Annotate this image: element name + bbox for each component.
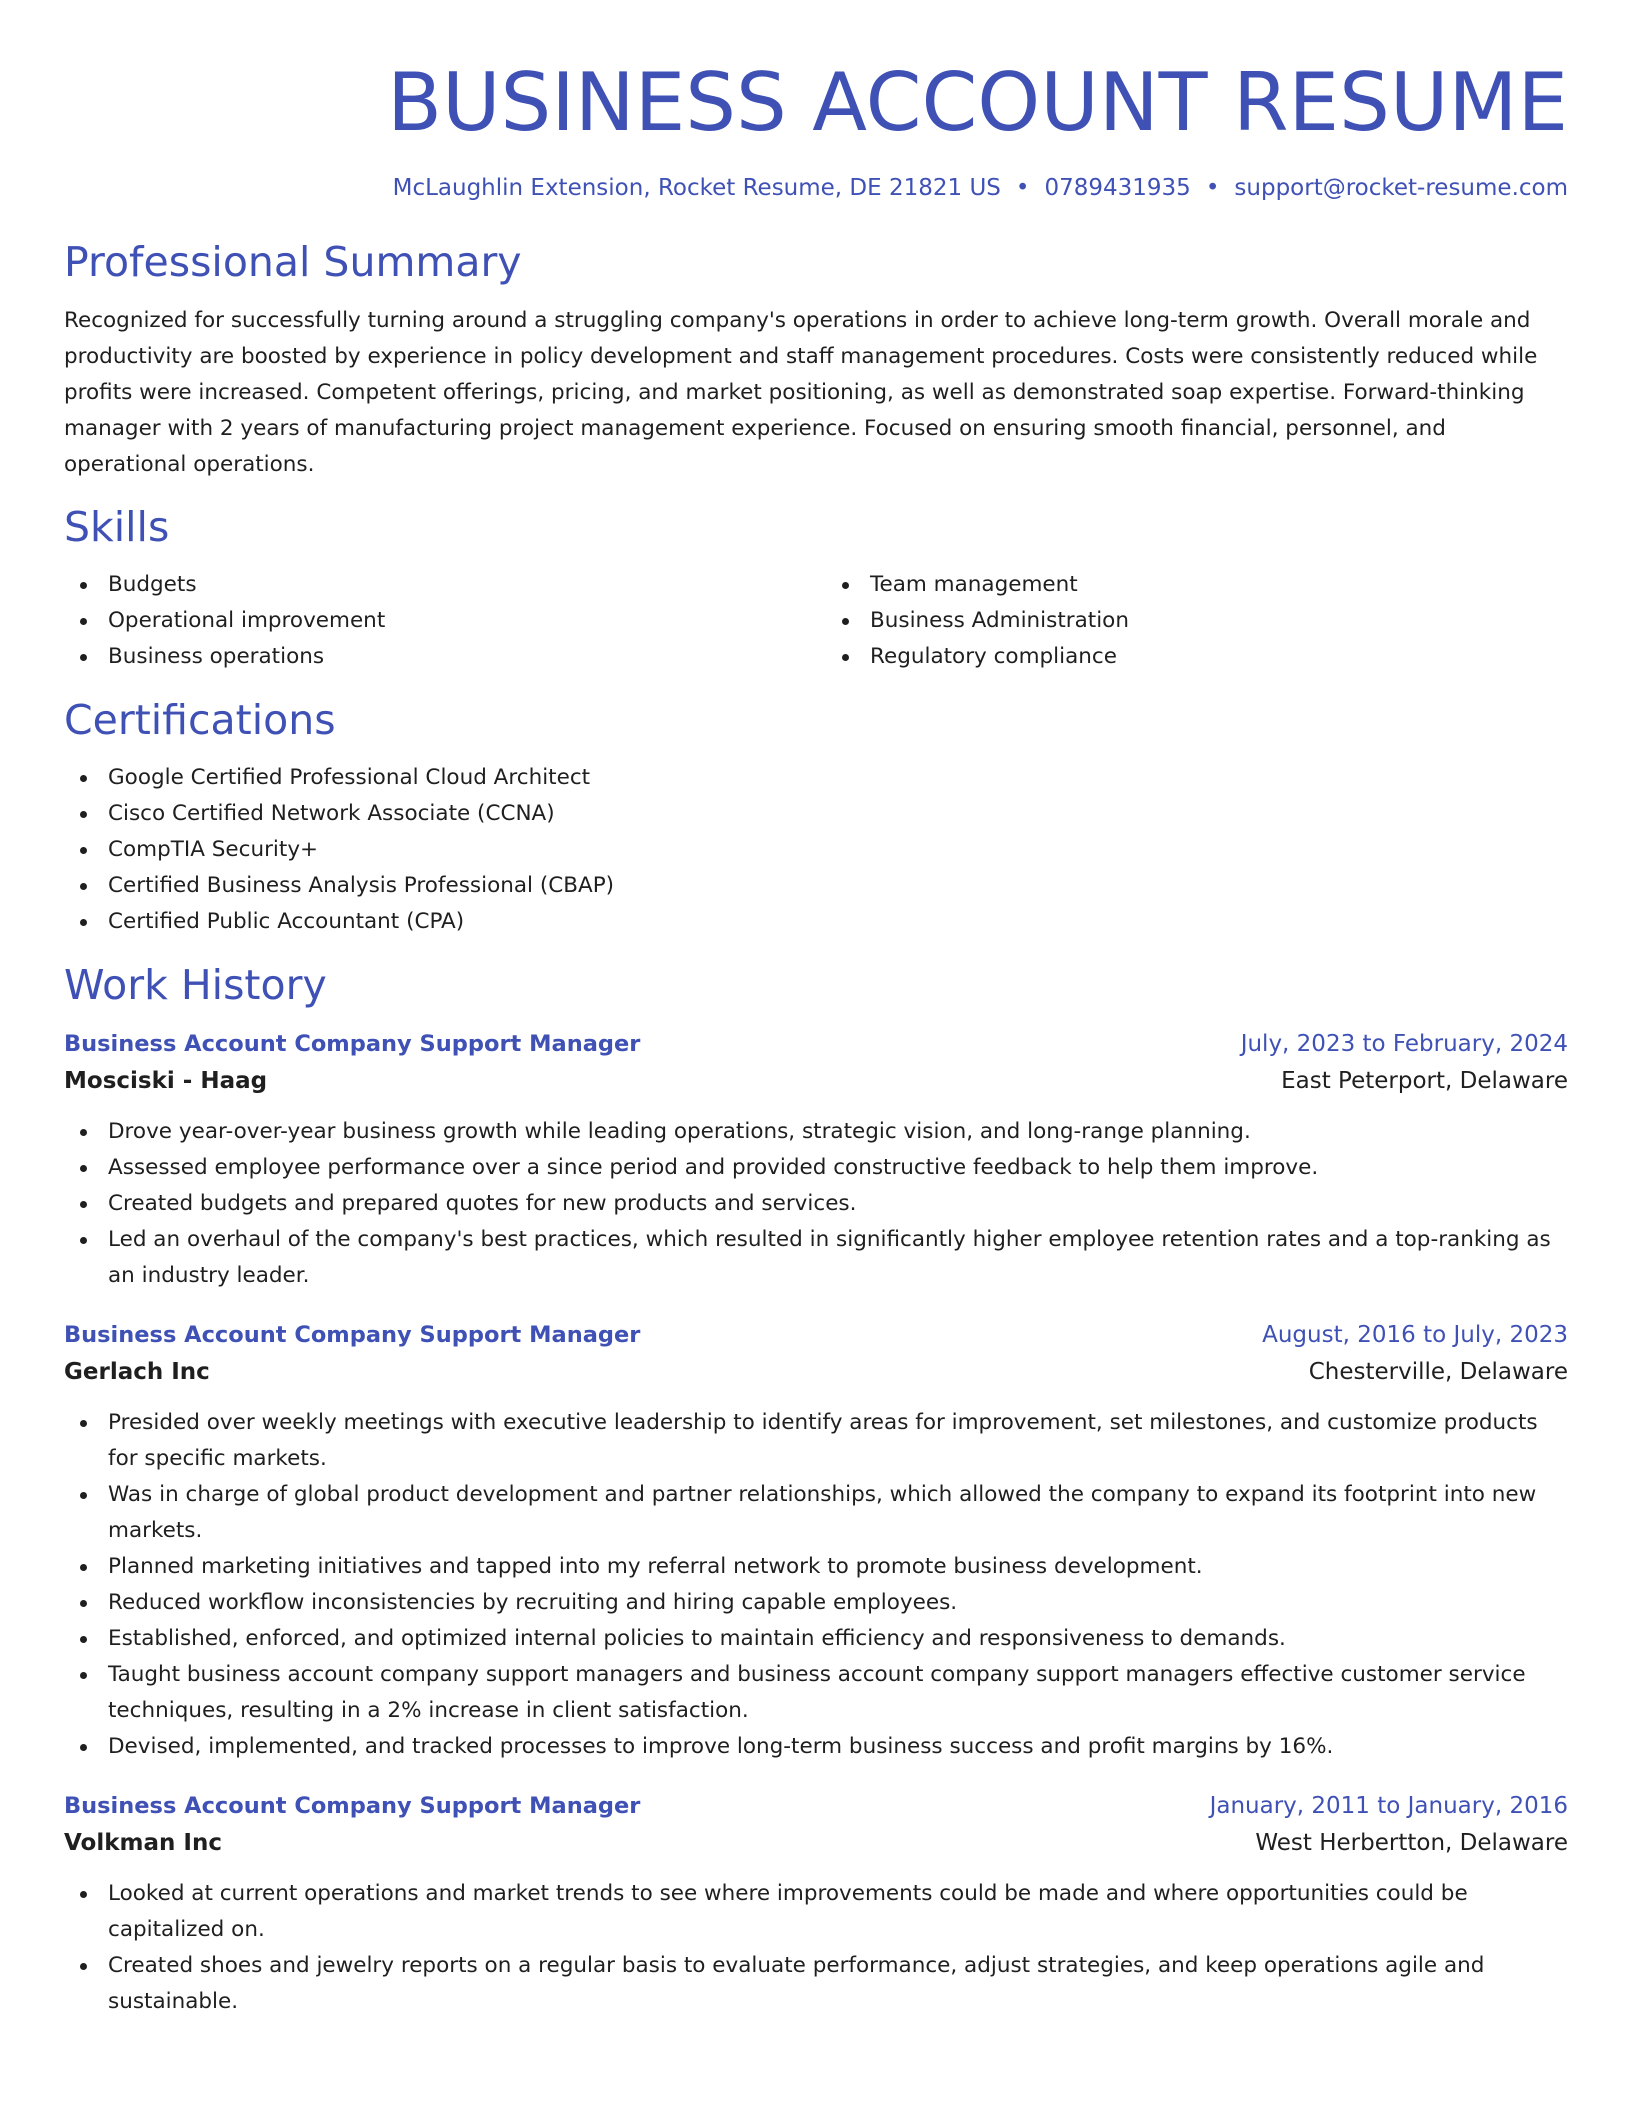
job-location: East Peterport, Delaware — [1281, 1068, 1568, 1094]
job-bullets — [64, 1405, 1568, 1765]
certification-item: CompTIA Security+ — [64, 832, 1568, 868]
skills-heading: Skills — [64, 503, 170, 551]
certifications-list — [64, 760, 1568, 940]
job-dates: August, 2016 to July, 2023 — [1262, 1322, 1568, 1348]
job-header — [64, 1026, 1568, 1062]
certification-item: Cisco Certified Network Associate (CCNA) — [64, 796, 1568, 832]
job-subheader — [64, 1062, 1568, 1100]
contact-email: support@rocket-resume.com — [1234, 175, 1568, 201]
job-bullets — [64, 1114, 1568, 1294]
job-entry — [64, 1026, 1568, 1294]
work-history-heading: Work History — [64, 961, 327, 1009]
contact-line — [64, 172, 1568, 204]
skill-item: Business Administration — [826, 603, 1568, 639]
contact-phone: 0789431935 — [1044, 175, 1191, 201]
job-location: West Herbertton, Delaware — [1255, 1830, 1568, 1856]
job-entry — [64, 1317, 1568, 1765]
skill-item: Business operations — [64, 639, 806, 675]
contact-separator: • — [1015, 175, 1030, 201]
job-bullet: Established, enforced, and optimized internal policies to maintain efficiency and responsiveness to demands. — [64, 1621, 1568, 1657]
job-bullets — [64, 1876, 1568, 2020]
job-location: Chesterville, Delaware — [1308, 1359, 1568, 1385]
job-company: Mosciski - Haag — [64, 1068, 268, 1094]
job-company: Volkman Inc — [64, 1830, 222, 1856]
skills-column-left — [64, 567, 806, 675]
job-bullet: Devised, implemented, and tracked processes to improve long-term business success and profit margins by 16%. — [64, 1729, 1568, 1765]
skills-column-right — [826, 567, 1568, 675]
job-bullet: Assessed employee performance over a since period and provided constructive feedback to help them improve. — [64, 1150, 1568, 1186]
summary-text: Recognized for successfully turning around a struggling company's operations in order to achieve long-term growth. Overall morale and productivity are boosted by experience in policy development and staff management procedures. Costs were consistently reduced while profits were increased. Competent offerings, pricing, and market positioning, as well as demonstrated soap expertise. Forward-thinking manager with 2 years of manufacturing project management experience. Focused on ensuring smooth financial, personnel, and operational operations. — [64, 308, 1538, 477]
job-bullet: Taught business account company support managers and business account company support managers effective customer service techniques, resulting in a 2% increase in client satisfaction. — [64, 1657, 1568, 1729]
job-bullet: Led an overhaul of the company's best practices, which resulted in significantly higher employee retention rates and a top-ranking as an industry leader. — [64, 1222, 1568, 1294]
job-bullet: Presided over weekly meetings with executive leadership to identify areas for improvement, set milestones, and customize products for specific markets. — [64, 1405, 1568, 1477]
skill-item: Budgets — [64, 567, 806, 603]
job-entry — [64, 1788, 1568, 2020]
job-header — [64, 1317, 1568, 1353]
job-subheader — [64, 1824, 1568, 1862]
skill-item: Operational improvement — [64, 603, 806, 639]
job-dates: July, 2023 to February, 2024 — [1240, 1031, 1568, 1057]
certification-item: Certified Business Analysis Professional (CBAP) — [64, 868, 1568, 904]
job-bullet: Reduced workflow inconsistencies by recruiting and hiring capable employees. — [64, 1585, 1568, 1621]
certification-item: Google Certified Professional Cloud Architect — [64, 760, 1568, 796]
skill-item: Team management — [826, 567, 1568, 603]
job-title: Business Account Company Support Manager — [64, 1031, 641, 1057]
job-dates: January, 2011 to January, 2016 — [1209, 1793, 1568, 1819]
job-bullet: Was in charge of global product development and partner relationships, which allowed the company to expand its footprint into new markets. — [64, 1477, 1568, 1549]
job-title: Business Account Company Support Manager — [64, 1322, 641, 1348]
job-header — [64, 1788, 1568, 1824]
certifications-heading: Certifications — [64, 696, 336, 744]
skill-item: Regulatory compliance — [826, 639, 1568, 675]
job-bullet: Drove year-over-year business growth while leading operations, strategic vision, and long-range planning. — [64, 1114, 1568, 1150]
job-company: Gerlach Inc — [64, 1359, 210, 1385]
resume-page — [64, 0, 1568, 2020]
job-bullet: Planned marketing initiatives and tapped into my referral network to promote business development. — [64, 1549, 1568, 1585]
job-bullet: Looked at current operations and market trends to see where improvements could be made and where opportunities could be capitalized on. — [64, 1876, 1568, 1948]
certification-item: Certified Public Accountant (CPA) — [64, 904, 1568, 940]
job-title: Business Account Company Support Manager — [64, 1793, 641, 1819]
skills-list — [64, 567, 1568, 675]
job-bullet: Created budgets and prepared quotes for new products and services. — [64, 1186, 1568, 1222]
contact-separator: • — [1205, 175, 1220, 201]
job-bullet: Created shoes and jewelry reports on a regular basis to evaluate performance, adjust strategies, and keep operations agile and sustainable. — [64, 1948, 1568, 2020]
resume-title: BUSINESS ACCOUNT RESUME — [387, 56, 1568, 149]
summary-heading: Professional Summary — [64, 238, 522, 286]
contact-address: McLaughlin Extension, Rocket Resume, DE 21821 US — [392, 175, 1001, 201]
job-subheader — [64, 1353, 1568, 1391]
